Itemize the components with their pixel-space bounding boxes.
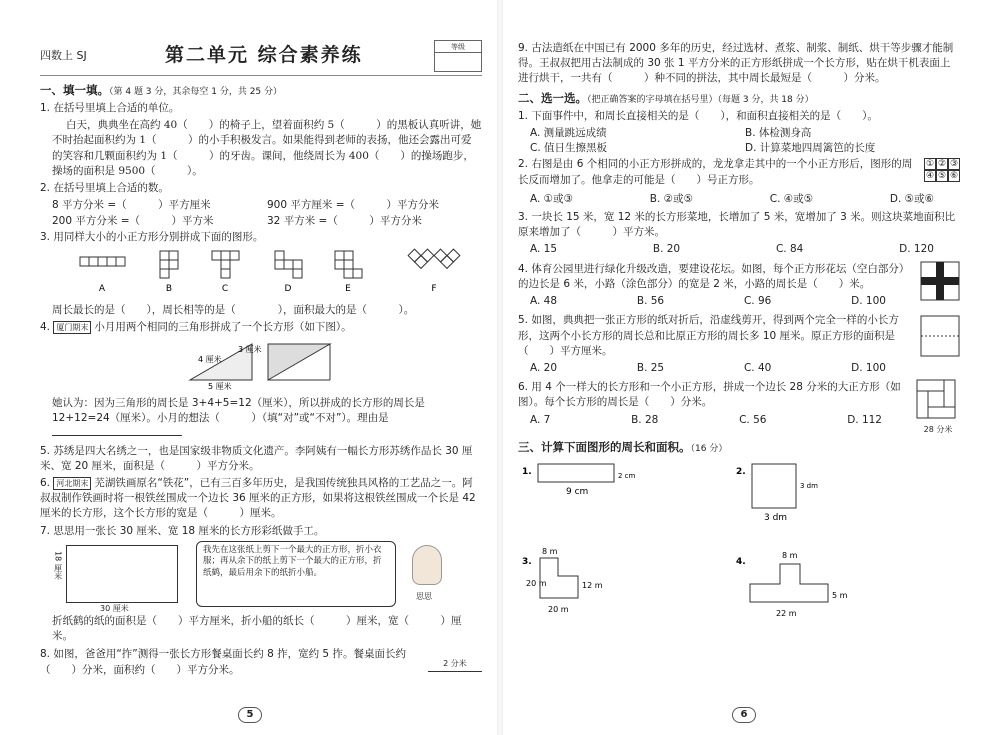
q1-4-triangles	[40, 338, 480, 390]
q1-4-label: 3 厘米	[238, 344, 262, 354]
q2-4: 4. 体育公园里进行绿化升级改造，要建设花坛。如图，每个正方形花坛（空白部分）的边长是 6 米，小路（涂色部分）的宽是 2 米，小路的周长是（ ）米。	[518, 262, 910, 290]
unit-title: 第二单元 综合素养练	[165, 44, 363, 66]
q2-2: 2. 右图是由 6 个相同的小正方形拼成的，龙龙拿走其中的一个小正方形后，图形的周长反而增加了。他拿走的可能是（ ）号正方形。	[518, 158, 913, 186]
option: D. 计算菜地四周篱笆的长度	[745, 142, 876, 155]
q1-4-label: 4 厘米	[198, 354, 222, 364]
option: B. 56	[636, 295, 665, 308]
q2-2-grid	[924, 158, 960, 189]
q1-3-label: F	[431, 284, 437, 295]
q1-4-text: 她认为：因为三角形的周长是 3+4+5=12（厘米），所以拼成的长方形的周长是 12+12=24（厘米）。小月的想法（ ）（填“对”或“不对”）。理由是	[40, 396, 482, 442]
q1-2: 2. 在括号里填上合适的数。	[40, 182, 169, 195]
page-number: 6	[732, 707, 756, 723]
option: A. 48	[530, 295, 558, 308]
q1-3-label: A	[98, 284, 106, 295]
option: D. 120	[899, 243, 934, 256]
q1-2-item: 8 平方分米 =（ ）平方厘米	[52, 199, 211, 212]
q2-5-figure	[920, 312, 960, 360]
q2-6-figure	[916, 379, 960, 436]
q1-9: 9. 古法造纸在中国已有 2000 多年的历史，经过选材、煮浆、制浆、制纸、烘干等步骤才能制得。王叔叔把用古法制成的 30 张 1 平方分米的正方形纸拼成一个长方形，贴在烘干机表面上进行烘干，一共有（ ）种不同的拼法，其中周长最短是（ ）分米。	[518, 42, 954, 85]
q2-2-options	[518, 192, 960, 207]
option: A. 测量跳远成绩	[530, 126, 607, 139]
q1-8-row	[40, 646, 482, 679]
fig-number: 1.	[522, 467, 532, 478]
section-1-title: 一、填一填。（第 4 题 3 分，其余每空 1 分，共 25 分）	[40, 83, 283, 97]
q1-5: 5. 苏绣是四大名绣之一，也是国家级非物质文化遗产。李阿姨有一幅长方形苏绣作品长 30 厘米、宽 20 厘米，面积是（ ）平方分米。	[40, 444, 473, 472]
section-2-title: 二、选一选。（把正确答案的字母填在括号里）（每题 3 分，共 18 分）	[518, 90, 814, 105]
option: C. ④或⑤	[769, 192, 814, 205]
option: A. 15	[530, 243, 558, 256]
q2-6-row	[518, 379, 960, 436]
q1-1: 1. 在括号里填上合适的单位。	[40, 102, 180, 115]
q1-8-fig: 2 分米	[428, 658, 482, 672]
q1-7-figure	[40, 541, 482, 613]
option: B. 体检测身高	[745, 126, 812, 139]
option: B. 20	[652, 243, 681, 256]
level-box: 等级	[434, 40, 482, 72]
q1-3: 3. 用同样大小的小正方形分别拼成下面的图形。	[40, 230, 264, 243]
section-3-title: 三、计算下面图形的周长和面积。（16 分）	[518, 440, 728, 455]
q2-3-options	[518, 242, 960, 257]
fig-label: 8 m	[782, 551, 798, 561]
q1-4-tag: 厦门期末	[53, 321, 91, 334]
q1-2-item: 200 平方分米 =（ ）平方米	[52, 214, 214, 227]
option: D. ⑤或⑥	[889, 192, 934, 205]
fig-label: 3 dm	[764, 513, 788, 524]
option: A. 7	[530, 413, 551, 426]
q1-3-label: E	[345, 284, 351, 295]
fig-number: 4.	[736, 557, 746, 568]
option: C. 84	[775, 243, 804, 256]
q1-3-label: C	[221, 284, 229, 295]
grid-cell: ⑤	[937, 171, 947, 182]
q2-1-options	[518, 126, 960, 156]
grid-cell: ④	[925, 171, 935, 182]
q1-7-bottom: 30 厘米	[100, 603, 129, 613]
option: C. 96	[743, 295, 772, 308]
option: B. 25	[636, 361, 665, 374]
q2-5: 5. 如图，典典把一张正方形的纸对折后，沿虚线剪开，得到两个完全一样的小长方形，这两个小长方形的周长总和比原正方形的周长多 10 厘米。原正方形的面积是（ ）平方厘米。	[518, 314, 899, 357]
q1-3-ask: 周长最长的是（ ），周长相等的是（ ），面积最大的是（ ）。	[52, 304, 415, 317]
option: B. 28	[631, 413, 659, 426]
q1-3-label: D	[284, 284, 292, 295]
q1-7-rect	[66, 545, 178, 603]
q2-1: 1. 下面事件中，和周长直接相关的是（ ），和面积直接相关的是（ ）。	[518, 109, 878, 122]
option: D. 112	[847, 413, 882, 426]
q2-2-row	[518, 156, 960, 189]
q2-4-figure	[920, 261, 960, 301]
fig-label: 12 m	[582, 581, 603, 591]
option: A. ①或③	[530, 192, 573, 205]
fig-label: 3 dm	[800, 482, 818, 491]
grid-cell: ⑥	[949, 171, 959, 182]
q1-2-items	[40, 198, 482, 228]
q2-4-row	[518, 261, 960, 313]
q1-2-item: 32 平方米 =（ ）平方分米	[267, 214, 422, 227]
option: C. 40	[743, 361, 772, 374]
option: C. 56	[739, 413, 767, 426]
q1-2-item: 900 平方厘米 =（ ）平方分米	[267, 199, 440, 212]
q1-6-tag: 河北期末	[53, 477, 91, 490]
fig-label: 2 cm	[618, 472, 636, 481]
q1-3-shapes	[70, 247, 510, 297]
q1-1-text: 白天，典典坐在高约 40（ ）的椅子上，望着面积约 5（ ）的黑板认真听讲，她不时抬起面积约为 1（ ）的小手积极发言。如果能得到老师的表扬，他还会露出可爱的笑容和几颗面积约为 1（ ）的牙齿。课间，他绕周长为 400（ ）的操场跑步，操场的面积是 9500（ ）。	[52, 119, 482, 177]
fig-label: 8 m	[542, 547, 558, 557]
fig-label: 9 cm	[566, 487, 589, 498]
option: A. 20	[530, 361, 558, 374]
grid-cell: ③	[949, 159, 959, 170]
page-header	[40, 40, 482, 76]
option: B. ②或⑤	[649, 192, 693, 205]
q2-6: 6. 用 4 个一样大的长方形和一个小正方形，拼成一个边长 28 分米的大正方形（如图）。每个长方形的周长是（ ）分米。	[518, 381, 901, 409]
q2-4-options	[518, 294, 912, 309]
q1-3-label: B	[165, 284, 173, 295]
girl-icon	[412, 545, 442, 585]
section-3-figures	[518, 458, 958, 628]
q2-6-options	[518, 413, 908, 428]
q2-5-row	[518, 312, 960, 379]
fig-label: 20 m	[526, 579, 547, 589]
right-page	[500, 0, 1000, 735]
fig-label: 20 m	[548, 605, 569, 615]
option: C. 值日生擦黑板	[530, 142, 608, 155]
q1-7-ask: 折纸鹤的纸的面积是（ ）平方厘米，折小船的纸长（ ）厘米，宽（ ）厘米。	[52, 614, 462, 643]
grade-tag: 四数上 SJ	[40, 49, 87, 62]
fig-number: 2.	[736, 467, 746, 478]
fig-number: 3.	[522, 557, 532, 568]
q2-3: 3. 一块长 15 米，宽 12 米的长方形菜地，长增加了 5 米，宽增加了 3 米。则这块菜地面积比原来增加了（ ）平方米。	[518, 211, 956, 239]
q1-8: 8. 如图，爸爸用“拃”测得一张长方形餐桌面长约 8 拃，宽约 5 拃。餐桌面长约（ ）分米，面积约（ ）平方分米。	[40, 648, 406, 676]
q1-4: 4. 厦门期末 小月用两个相同的三角形拼成了一个长方形（如下图）。	[40, 321, 352, 334]
q2-6-fig-label: 28 分米	[923, 425, 953, 435]
fig-label: 22 m	[776, 609, 797, 619]
q1-4-label: 5 厘米	[208, 381, 232, 390]
fig-label: 5 m	[832, 591, 848, 601]
q1-7-side: 18 厘米	[53, 550, 63, 580]
option: D. 100	[851, 295, 886, 308]
grid-cell: ②	[937, 159, 947, 170]
option: D. 100	[851, 361, 886, 374]
q1-7-bubble: 我先在这张纸上剪下一个最大的正方形，折小衣服；再从余下的纸上剪下一个最大的正方形，折纸鹤，最后用余下的纸折小船。	[196, 541, 396, 607]
q1-7-name: 思思	[416, 591, 432, 601]
q1-7: 7. 思思用一张长 30 厘米、宽 18 厘米的长方形彩纸做手工。	[40, 524, 325, 537]
page-number: 5	[238, 707, 262, 723]
grid-cell: ①	[925, 159, 935, 170]
q1-6: 6. 河北期末 芜湖铁画原名“铁花”，已有三百多年历史，是我国传统独具风格的工艺品之一。阿叔叔制作铁画时将一根铁丝围成一个边长 36 厘米的正方形，如果将这根铁丝围成一个长是 42 厘米的长方形，这个长方形的宽是（ ）厘米。	[40, 476, 476, 520]
q2-5-options	[518, 361, 912, 376]
